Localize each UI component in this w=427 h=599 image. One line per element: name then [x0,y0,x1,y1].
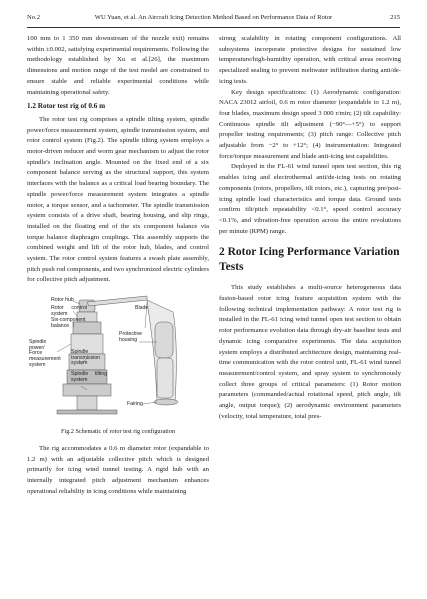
header-rule [27,27,400,28]
rotor-hub-label: Rotor hub [51,297,74,304]
blade-label: Blade [135,305,149,312]
rotor-test-rig-figure [27,292,209,425]
running-title: WU Yuan, et al. An Aircraft Icing Detection Method Based on Performance Data of Rotor [94,14,333,21]
right-column [219,34,401,423]
section-heading-1-2: 1.2 Rotor test rig of 0.6 m [27,102,106,111]
running-header [27,12,400,24]
paragraph: The rotor test rig comprises a spindle tilting system, spindle power/force measurement system, spindle transmission system, and rotor control system (Fig.2). The spindle tilting system employs a motor-driven reducer and worm gear mechanism to adjust the rotor spindle's inclination angle. Mounted on the fixed end of a six component balance serving as the structural support, this system interfaces with the balance as a critical load bearing boundary. The spindle power/force measurement system integrates a spindle motor, a torque sensor, and a tachometer. The spindle transmission system consists of a drive shaft, bearing housing, and slip rings, installed on the floating end of the six component balance via torque balance diaphragm couplings. This assembly supports the combined weight and lift of the rotor hub, blades, and control system. The rotor control system features a swash plate assembly, pitch push rod components, and two synchronized electric cylinders for collective pitch adjustment. [27,115,209,284]
paragraph: strong scalability in rotating component configurations. All subsystems incorporate protective designs for sustained low temperature/high-humidity operation, with critical areas receiving specialized sealing to prevent meltwater infiltration during anti/de-icing tests. [219,35,401,85]
journal-issue-number: No.2 [27,14,41,21]
spindle-transmission-label: Spindle transmission system [71,349,101,367]
paragraph: The rig accommodates a 0.6 m diameter rotor (expandable to 1.2 m) with an adjustable collective pitch which is designed primarily for icing wind tunnel testing. A rigid hub with an internally integrated pitch adjustment mechanism enhances operational reliability in icing conditions while maintaining [27,444,209,495]
paragraph: Key design specifications: (1) Aerodynamic configuration: NACA 23012 airfoil, 0.6 m rotor diameter (expandable to 1.2 m), four blades, maximum design speed 3 000 r/min; (2) tilt capability: Continuous spindle tilt adjustment (−90°—+5°) to support propeller testing requirements; (3) pitch range: Collective pitch adjustable from −2° to +12°; (4) instrumentation: Integrated force/torque measurement and blade anti-icing test capabilities. [219,88,401,160]
paragraph: 100 mm to 1 350 mm downstream of the nozzle exit) remains within ±0.002, satisfying experimental requirements. Following the methodology established by Xu et al.[26], the maximum dimensions and motion range of the test model are constrained to ensure stable and reliable experimental conditions while maintaining operational safety. [27,35,209,96]
spindle-power-label: Spindle power/ Force measurement system [29,339,61,368]
rotor-control-label: Rotor control system [51,305,87,317]
left-column [27,34,209,497]
section-heading-2: 2 Rotor Icing Performance Variation Tests [219,246,400,274]
fairing-label: Fairing [127,401,143,408]
page-number: 215 [390,14,400,21]
protective-housing-label: Protective housing [119,331,143,343]
figure-caption: Fig.2 Schematic of rotor test rig configuration [61,428,175,436]
spindle-tilting-label: Spindle tilting system [71,371,107,383]
paragraph: Deployed in the FL-61 wind tunnel open test section, this rig enables icing and electrothermal anti/de-icing tests on rotating components (rotors, propellers, tilt rotors, etc.), capturing pre/post-icing spindle load characteristics and torque data. Ground tests confirm tilt/pitch repeatability <0.1°, speed control accuracy <0.1%, and vibration-free operation across the entire revolutions per minute (RPM) range. [219,163,401,235]
six-component-label: Six-component balance [51,317,86,329]
paragraph: This study establishes a multi-source heterogeneous data fusion-based rotor icing feature acquisition system with the following technical implementation pathway: A rotor test rig is installed in the FL-61 icing wind tunnel open test section to obtain rotor performance evolution data through dry-air baseline tests and dynamic icing comparative experiments. The data acquisition system employs a distributed architecture design, maintaining real-time communication with the rotor control unit, FL-61 wind tunnel measurement/control system, and spray system to synchronously collect three groups of critical parameters: (1) Rotor motion parameters (commanded/actual rotational speed, pitch angle, tilt angle, output torque); (2) aerodynamic environment parameters (velocity, total temperature, total pres- [219,284,401,420]
